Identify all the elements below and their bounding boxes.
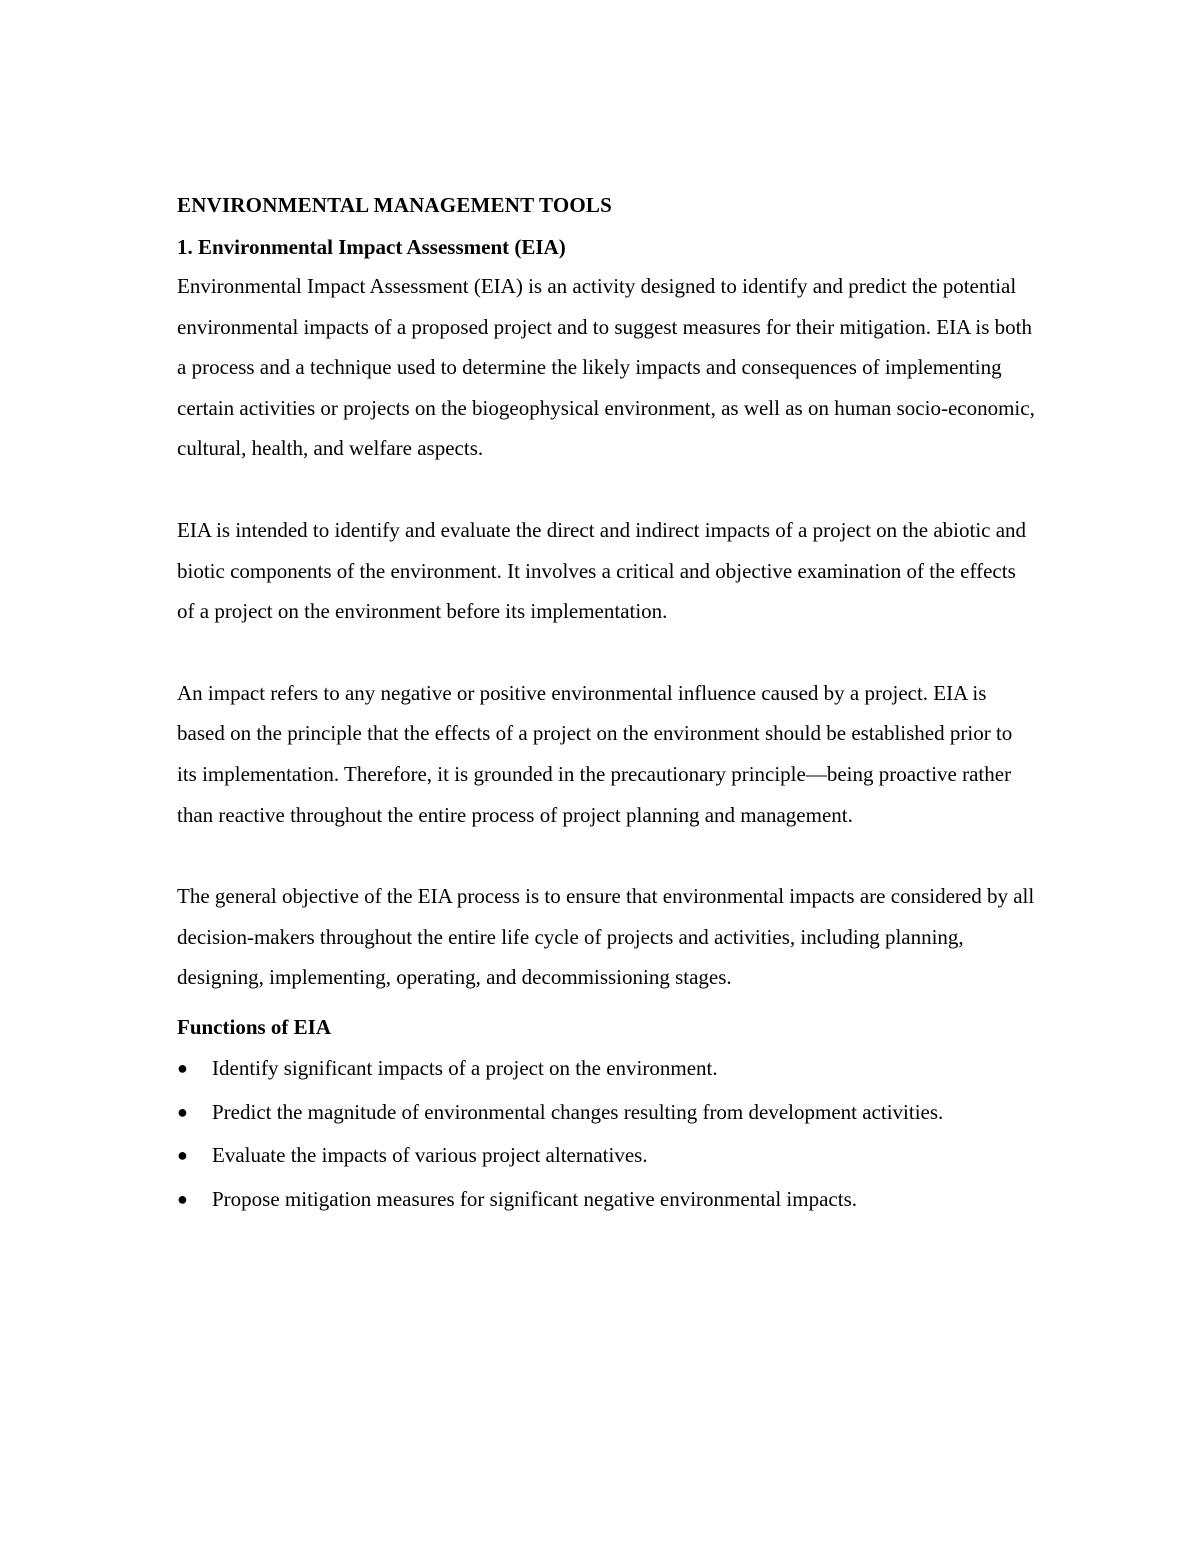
list-item <box>177 1135 1037 1176</box>
functions-list <box>177 1048 1037 1219</box>
bullet-icon: ● <box>177 1188 188 1209</box>
list-item <box>177 1048 1037 1089</box>
bullet-icon: ● <box>177 1145 188 1166</box>
list-item <box>177 1092 1037 1133</box>
list-item <box>177 1179 1037 1220</box>
list-item-text: Evaluate the impacts of various project alternatives. <box>212 1143 648 1168</box>
paragraph-eia-intent: EIA is intended to identify and evaluate the direct and indirect impacts of a project on the abiotic and biotic components of the environment. It involves a critical and objective examination of the effects of a project on the environment before its implementation. <box>177 517 1027 624</box>
list-item-text: Predict the magnitude of environmental changes resulting from development activities. <box>212 1099 944 1124</box>
paragraph-impact-definition: An impact refers to any negative or positive environmental influence caused by a project. EIA is based on the principle that the effects of a project on the environment should be established prior to its implementation. Therefore, it is grounded in the precautionary principle—being proactive rather than reactive throughout the entire process of project planning and management. <box>177 680 1013 827</box>
functions-heading: Functions of EIA <box>177 1014 332 1039</box>
document-title: ENVIRONMENTAL MANAGEMENT TOOLS <box>177 193 613 217</box>
paragraph-general-objective: The general objective of the EIA process is to ensure that environmental impacts are considered by all decision-makers throughout the entire life cycle of projects and activities, including planning, designing, implementing, operating, and decommissioning stages. <box>177 884 1035 990</box>
bullet-icon: ● <box>177 1101 188 1122</box>
document-body <box>177 190 1037 1222</box>
bullet-icon: ● <box>177 1057 188 1078</box>
section-heading-eia: 1. Environmental Impact Assessment (EIA) <box>177 235 566 259</box>
list-item-text: Propose mitigation measures for significant negative environmental impacts. <box>212 1186 858 1211</box>
paragraph-eia-definition: Environmental Impact Assessment (EIA) is an activity designed to identify and predict the potential environmental impacts of a proposed project and to suggest measures for their mitigation. EIA is both a process and a technique used to determine the likely impacts and consequences of implementing certain activities or projects on the biogeophysical environment, as well as on human socio-economic, cultural, health, and welfare aspects. <box>177 274 1035 461</box>
list-item-text: Identify significant impacts of a project on the environment. <box>212 1055 718 1080</box>
